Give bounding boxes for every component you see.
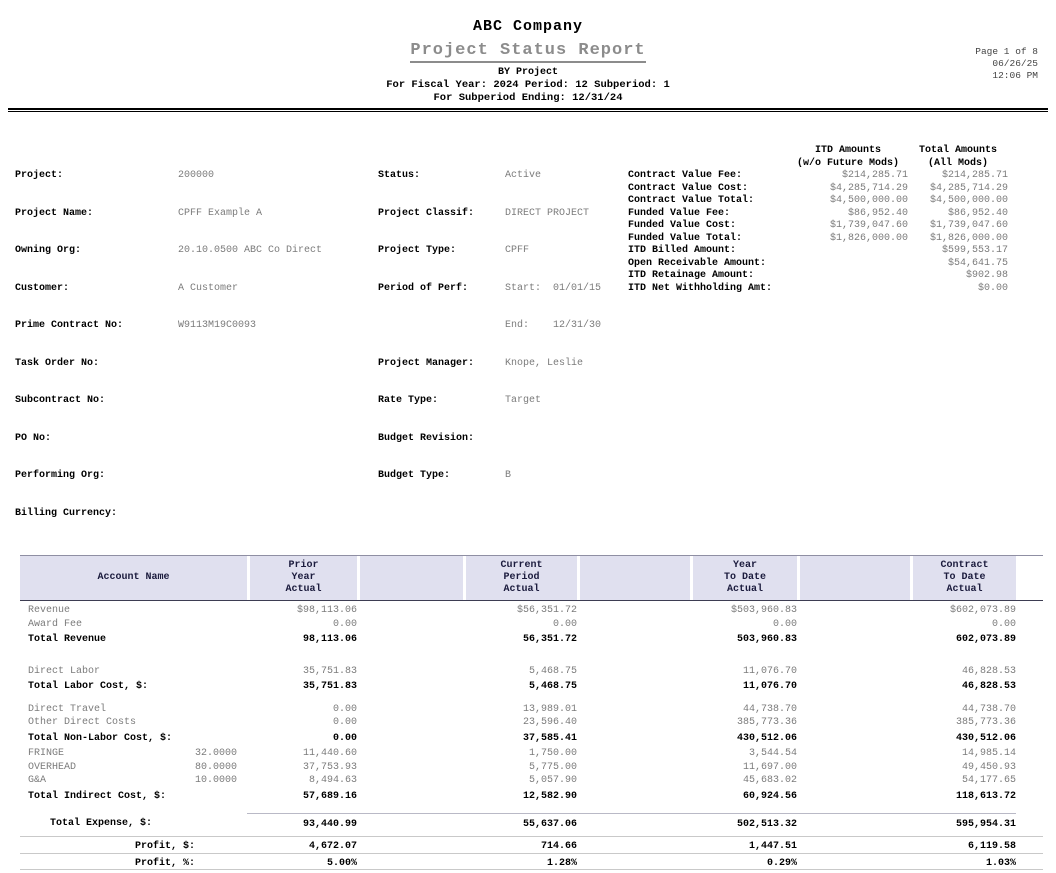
prior-year-value: 35,751.83 <box>302 681 357 692</box>
account-name-cell <box>20 716 247 730</box>
spacer-cell <box>797 790 910 804</box>
prior-year-value: 8,494.63 <box>308 775 357 786</box>
spacer-cell <box>577 732 690 746</box>
col-header-text: Year <box>291 572 316 583</box>
year-to-date-value: 502,513.32 <box>690 813 797 832</box>
amount-itd-value: $4,500,000.00 <box>829 195 908 206</box>
info-value: CPFF <box>505 245 530 256</box>
info-label: Project Classif: <box>378 207 475 219</box>
table-profit-dollar-row <box>20 837 1043 853</box>
amount-label: Open Receivable Amount: <box>628 257 767 269</box>
prior-year-value: $98,113.06 <box>296 605 357 616</box>
table-header-band <box>20 555 1043 601</box>
spacer-cell <box>357 633 463 647</box>
spacer-cell <box>797 854 910 873</box>
spacer-cell <box>357 854 463 873</box>
info-label: Billing Currency: <box>15 507 118 519</box>
account-name-cell <box>20 854 247 873</box>
info-row <box>15 395 378 408</box>
info-row <box>15 245 378 258</box>
prior-year-value: 37,753.93 <box>302 761 357 773</box>
info-row <box>15 358 378 371</box>
table-row <box>20 747 1043 761</box>
year-to-date-value: 0.29% <box>766 857 797 869</box>
amount-total-value: $902.98 <box>965 270 1008 281</box>
info-label: Owning Org: <box>15 245 82 256</box>
amount-total-value: $214,285.71 <box>941 170 1008 181</box>
spacer-cell <box>628 158 788 171</box>
rate-value: 80.0000 <box>194 761 237 773</box>
account-name-cell <box>20 618 247 632</box>
info-value: W9113M19C0093 <box>178 320 257 331</box>
col-header-text: Actual <box>726 584 763 595</box>
report-by-line: BY Project <box>497 67 558 78</box>
current-period-value: 5,468.75 <box>528 681 577 692</box>
amount-label: Contract Value Total: <box>628 195 755 206</box>
amount-label: ITD Retainage Amount: <box>628 270 755 281</box>
amount-itd-value <box>788 283 908 296</box>
info-row <box>15 320 378 333</box>
col-header-text: Year <box>732 560 757 571</box>
year-to-date-value: 11,076.70 <box>742 665 797 677</box>
account-name-cell <box>20 774 247 788</box>
year-to-date-value: 60,924.56 <box>742 790 797 802</box>
rate-value: 10.0000 <box>194 775 237 786</box>
current-period-value: 37,585.41 <box>522 732 577 744</box>
year-to-date-value: 385,773.36 <box>736 717 797 728</box>
account-name-cell <box>20 604 247 618</box>
info-label: Budget Type: <box>378 470 451 481</box>
spacer-cell <box>797 665 910 679</box>
spacer-cell <box>797 761 910 775</box>
info-value: Target <box>505 395 542 406</box>
info-label: Budget Revision: <box>378 432 475 444</box>
account-name-cell <box>20 680 247 694</box>
amount-label: Contract Value Fee: <box>628 170 743 181</box>
info-row <box>15 470 378 483</box>
spacer-cell <box>797 813 910 832</box>
current-period-value: 0.00 <box>552 618 577 630</box>
info-label: Prime Contract No: <box>15 320 124 331</box>
spacer-cell <box>357 716 463 730</box>
prior-year-value: 0.00 <box>332 703 357 715</box>
col-header-text: Account Name <box>97 572 170 583</box>
amount-label: ITD Billed Amount: <box>628 245 737 256</box>
amount-label: Funded Value Fee: <box>628 207 731 219</box>
page-info <box>975 46 1038 82</box>
prior-year-value: 0.00 <box>332 732 357 744</box>
amount-label: Contract Value Cost: <box>628 182 749 194</box>
col-header-account-name <box>20 556 247 600</box>
current-period-value: 13,989.01 <box>522 703 577 715</box>
amount-itd-value: $214,285.71 <box>841 170 908 181</box>
amount-label: Funded Value Total: <box>628 232 743 244</box>
spacer-cell <box>577 854 690 873</box>
prior-year-value: 11,440.60 <box>302 748 357 759</box>
spacer-cell <box>357 618 463 632</box>
account-name: Award Fee <box>28 618 83 630</box>
account-name-cell <box>20 813 247 832</box>
contract-to-date-value: 44,738.70 <box>961 703 1016 715</box>
info-value: Start: 01/01/15 <box>505 282 602 294</box>
col-header-text: To Date <box>943 572 986 583</box>
col-header-text: Actual <box>503 584 540 595</box>
contract-to-date-value: 118,613.72 <box>955 790 1016 802</box>
amount-itd-value <box>788 245 908 258</box>
report-date: 06/26/25 <box>992 58 1038 69</box>
amount-total-value: $4,500,000.00 <box>929 195 1008 206</box>
current-period-value: 12,582.90 <box>522 790 577 802</box>
project-info-section <box>0 120 1056 545</box>
col-header-year-to-date <box>690 556 797 600</box>
info-row <box>15 508 378 521</box>
subperiod-line: For Subperiod Ending: 12/31/24 <box>433 92 623 104</box>
report-time: 12:06 PM <box>992 70 1038 81</box>
info-value: 20.10.0500 ABC Co Direct <box>178 245 323 256</box>
prior-year-value: 0.00 <box>332 717 357 728</box>
spacer-cell <box>797 633 910 647</box>
amount-total-value: $86,952.40 <box>947 207 1008 219</box>
table-total-row <box>20 631 1043 647</box>
info-label: Project Name: <box>15 207 94 219</box>
account-name-cell <box>20 633 247 647</box>
amount-total-value: $0.00 <box>977 282 1008 294</box>
spacer-cell <box>577 813 690 832</box>
account-name-cell <box>20 747 247 761</box>
spacer-cell <box>577 680 690 694</box>
spacer-cell <box>797 703 910 717</box>
spacer-cell <box>357 732 463 746</box>
table-row <box>20 665 1043 679</box>
account-name: Total Revenue <box>28 634 107 645</box>
spacer-cell <box>577 665 690 679</box>
table-total-row <box>20 730 1043 746</box>
contract-to-date-value: 14,985.14 <box>961 748 1016 759</box>
amount-total-value: $1,739,047.60 <box>929 220 1008 231</box>
year-to-date-value: 44,738.70 <box>742 703 797 715</box>
info-row <box>378 358 628 371</box>
col-header-current-period <box>463 556 577 600</box>
info-label: Project Type: <box>378 245 457 256</box>
amount-itd-value: $4,285,714.29 <box>829 182 908 194</box>
account-table <box>20 555 1043 870</box>
current-period-value: $56,351.72 <box>516 605 577 616</box>
prior-year-value: 93,440.99 <box>247 813 357 832</box>
company-name: ABC Company <box>472 18 584 35</box>
info-row <box>15 208 378 221</box>
contract-to-date-value: 595,954.31 <box>910 813 1016 832</box>
col-header-text: Current <box>500 560 543 571</box>
spacer-cell <box>357 747 463 761</box>
info-value: DIRECT PROJECT <box>505 207 590 219</box>
info-label: Performing Org: <box>15 470 106 481</box>
info-row <box>378 470 628 483</box>
amount-label: ITD Net Withholding Amt: <box>628 282 773 294</box>
spacer-cell <box>357 604 463 618</box>
prior-year-value: 4,672.07 <box>308 841 357 852</box>
info-label <box>378 320 505 333</box>
spacer-cell <box>577 761 690 775</box>
header-divider <box>8 108 1048 112</box>
account-name-cell <box>20 761 247 775</box>
spacer-cell <box>577 703 690 717</box>
project-info-middle <box>378 145 628 545</box>
contract-to-date-value: 1.03% <box>985 857 1016 869</box>
total-amounts-header: Total Amounts <box>918 145 997 156</box>
report-title-wrap <box>0 41 1056 63</box>
spacer-cell <box>577 790 690 804</box>
report-title: Project Status Report <box>410 41 645 63</box>
amount-total-value: $599,553.17 <box>941 245 1008 256</box>
amount-itd-value <box>788 258 908 271</box>
prior-year-value: 5.00% <box>326 857 357 869</box>
info-row <box>15 283 378 296</box>
info-label: PO No: <box>15 432 52 444</box>
current-period-value: 5,057.90 <box>528 775 577 786</box>
current-period-value: 55,637.06 <box>463 813 577 832</box>
amount-itd-value: $1,826,000.00 <box>829 232 908 244</box>
spacer-cell <box>797 680 910 694</box>
table-row <box>20 761 1043 775</box>
account-name-cell <box>20 665 247 679</box>
table-row <box>20 604 1043 618</box>
prior-year-value: 57,689.16 <box>302 790 357 802</box>
spacer-cell <box>628 145 788 158</box>
table-total-expense-row <box>20 813 1043 831</box>
spacer-cell <box>577 604 690 618</box>
table-row <box>20 703 1043 717</box>
account-name: Revenue <box>28 605 71 616</box>
contract-amounts-grid <box>628 145 1008 295</box>
account-name: Total Expense, $: <box>50 818 153 829</box>
col-header-contract-to-date <box>910 556 1016 600</box>
spacer-cell <box>797 604 910 618</box>
info-label: Status: <box>378 170 421 181</box>
spacer-cell <box>577 618 690 632</box>
contract-to-date-value: $602,073.89 <box>949 605 1016 616</box>
year-to-date-value: 0.00 <box>772 618 797 630</box>
info-label: Customer: <box>15 282 70 294</box>
account-name: Profit, $: <box>135 841 196 852</box>
year-to-date-value: 1,447.51 <box>748 841 797 852</box>
spacer-cell <box>797 732 910 746</box>
col-header-text: Contract <box>940 560 989 571</box>
amount-itd-value: $1,739,047.60 <box>829 220 908 231</box>
col-header-text: Actual <box>285 584 322 595</box>
account-name-cell <box>20 790 247 804</box>
contract-to-date-value: 46,828.53 <box>961 681 1016 692</box>
spacer-cell <box>797 716 910 730</box>
page-number: Page 1 of 8 <box>975 46 1038 57</box>
contract-to-date-value: 46,828.53 <box>961 665 1016 677</box>
amount-total-value: $4,285,714.29 <box>929 182 1008 194</box>
contract-to-date-value: 49,450.93 <box>961 761 1016 773</box>
info-value: B <box>505 470 512 481</box>
current-period-value: 1,750.00 <box>528 748 577 759</box>
contract-to-date-value: 54,177.65 <box>961 775 1016 786</box>
info-value: End: 12/31/30 <box>505 320 602 331</box>
account-name: Profit, %: <box>135 857 196 869</box>
prior-year-value: 98,113.06 <box>302 634 357 645</box>
account-name: G&A <box>28 775 47 786</box>
amount-total-value: $1,826,000.00 <box>929 232 1008 244</box>
year-to-date-value: 11,697.00 <box>742 761 797 773</box>
spacer-cell <box>797 747 910 761</box>
contract-amounts-block <box>628 120 1008 545</box>
contract-to-date-value: 385,773.36 <box>955 717 1016 728</box>
amount-total-value: $54,641.75 <box>947 257 1008 269</box>
amount-itd-value <box>788 270 908 283</box>
spacer <box>20 803 1043 813</box>
info-label: Subcontract No: <box>15 395 106 406</box>
account-name-cell <box>20 703 247 717</box>
spacer-cell <box>357 813 463 832</box>
table-row <box>20 774 1043 788</box>
current-period-value: 23,596.40 <box>522 717 577 728</box>
col-header-spacer <box>797 556 910 600</box>
fiscal-year-line: For Fiscal Year: 2024 Period: 12 Subperiod: 1 <box>386 79 670 91</box>
table-total-row <box>20 678 1043 694</box>
spacer-cell <box>357 703 463 717</box>
spacer-cell <box>357 665 463 679</box>
year-to-date-value: 11,076.70 <box>742 681 797 692</box>
spacer <box>20 694 1043 703</box>
spacer-cell <box>357 680 463 694</box>
account-name: Direct Labor <box>28 665 101 677</box>
current-period-value: 1.28% <box>546 857 577 869</box>
col-header-spacer <box>357 556 463 600</box>
rate-value: 32.0000 <box>194 748 237 759</box>
info-row <box>378 283 628 296</box>
itd-amounts-subheader: (w/o Future Mods) <box>796 157 900 169</box>
info-label: Project Manager: <box>378 357 475 369</box>
table-row <box>20 618 1043 632</box>
info-label: Project: <box>15 170 64 181</box>
spacer-cell <box>357 790 463 804</box>
info-label: Task Order No: <box>15 357 100 369</box>
col-header-text: Prior <box>288 560 319 571</box>
account-name-cell <box>20 732 247 746</box>
info-label: Rate Type: <box>378 395 439 406</box>
itd-amounts-header: ITD Amounts <box>814 145 881 156</box>
current-period-value: 5,468.75 <box>528 665 577 677</box>
contract-to-date-value: 0.00 <box>991 618 1016 630</box>
spacer-cell <box>797 774 910 788</box>
current-period-value: 714.66 <box>540 841 577 852</box>
current-period-value: 56,351.72 <box>522 634 577 645</box>
info-row <box>378 170 628 183</box>
spacer-cell <box>797 618 910 632</box>
account-name: Total Non-Labor Cost, $: <box>28 732 173 744</box>
account-name: Total Labor Cost, $: <box>28 681 149 692</box>
account-name: FRINGE <box>28 748 65 759</box>
col-header-prior-year <box>247 556 357 600</box>
year-to-date-value: 503,960.83 <box>736 634 797 645</box>
amount-label: Funded Value Cost: <box>628 220 737 231</box>
info-value: Knope, Leslie <box>505 357 584 369</box>
col-header-text: Actual <box>946 584 983 595</box>
info-row <box>378 433 628 446</box>
year-to-date-value: 45,683.02 <box>742 775 797 786</box>
table-profit-percent-row <box>20 854 1043 870</box>
year-to-date-value: 430,512.06 <box>736 732 797 744</box>
contract-to-date-value: 430,512.06 <box>955 732 1016 744</box>
info-row <box>15 433 378 446</box>
info-row <box>378 208 628 221</box>
info-row <box>378 395 628 408</box>
col-header-spacer <box>577 556 690 600</box>
info-value: Active <box>505 170 542 181</box>
spacer-cell <box>577 716 690 730</box>
spacer <box>20 647 1043 665</box>
info-value: CPFF Example A <box>178 207 263 219</box>
prior-year-value: 0.00 <box>332 618 357 630</box>
info-value: 200000 <box>178 170 215 181</box>
col-header-text: To Date <box>723 572 766 583</box>
spacer-cell <box>577 774 690 788</box>
info-value: A Customer <box>178 282 239 294</box>
info-row <box>378 245 628 258</box>
amount-itd-value: $86,952.40 <box>847 207 908 219</box>
spacer-cell <box>577 747 690 761</box>
table-row <box>20 716 1043 730</box>
info-row <box>378 320 628 333</box>
info-row <box>15 170 378 183</box>
col-header-text: Period <box>503 572 540 583</box>
contract-to-date-value: 602,073.89 <box>955 634 1016 645</box>
account-name: OVERHEAD <box>28 761 77 773</box>
table-total-row <box>20 788 1043 804</box>
spacer-cell <box>577 633 690 647</box>
report-header <box>0 0 1056 104</box>
info-label: Period of Perf: <box>378 282 469 294</box>
year-to-date-value: 3,544.54 <box>748 748 797 759</box>
account-name: Direct Travel <box>28 703 107 715</box>
current-period-value: 5,775.00 <box>528 761 577 773</box>
account-name: Total Indirect Cost, $: <box>28 790 167 802</box>
contract-to-date-value: 6,119.58 <box>967 841 1016 852</box>
year-to-date-value: $503,960.83 <box>730 605 797 616</box>
account-name: Other Direct Costs <box>28 717 137 728</box>
spacer-cell <box>357 761 463 775</box>
total-amounts-subheader: (All Mods) <box>927 157 988 169</box>
prior-year-value: 35,751.83 <box>302 665 357 677</box>
project-info-left <box>15 145 378 545</box>
spacer-cell <box>357 774 463 788</box>
